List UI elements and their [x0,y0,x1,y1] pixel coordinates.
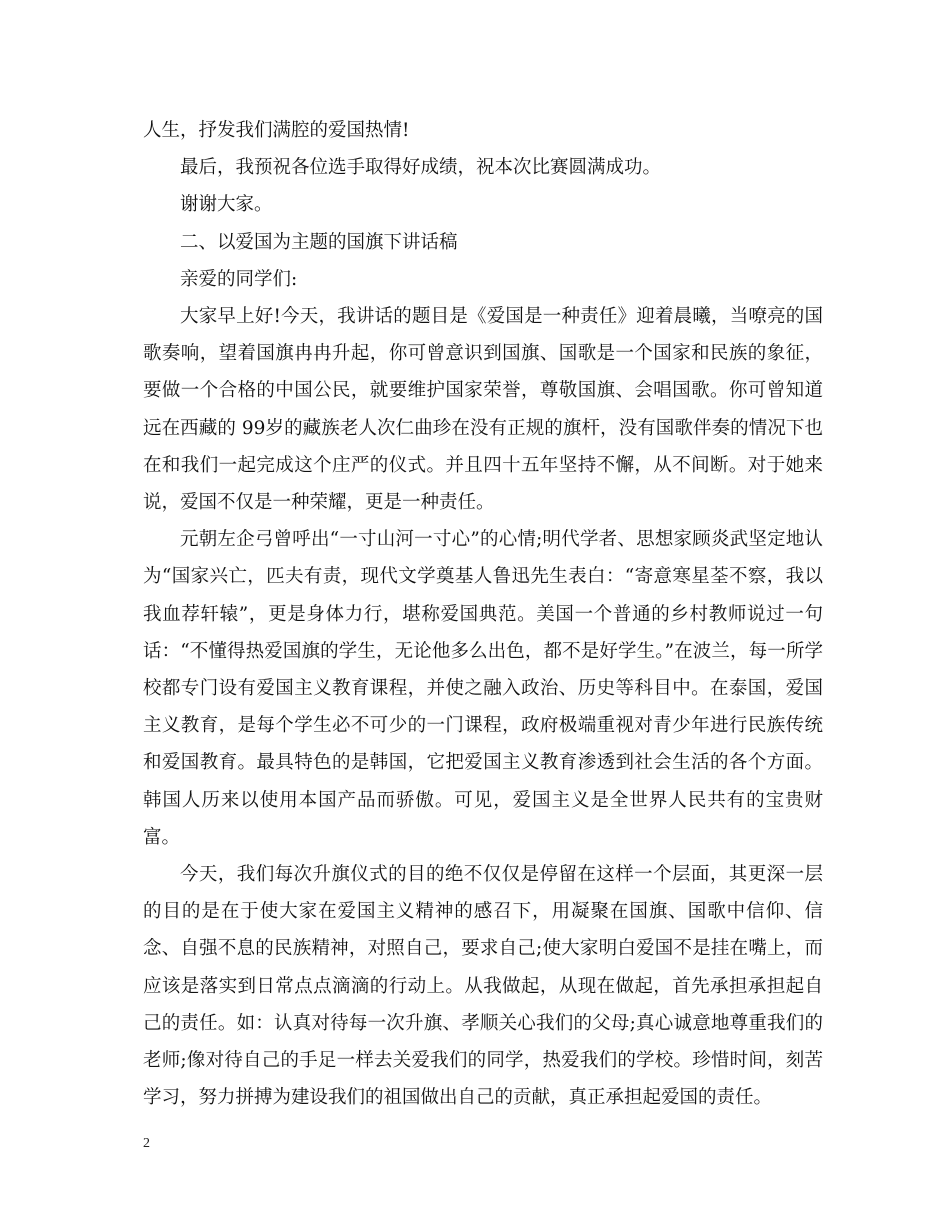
paragraph-6: 大家早上好!今天，我讲话的题目是《爱国是一种责任》迎着晨曦，当嘹亮的国歌奏响，望着国旗冉冉升起，你可曾意识到国旗、国歌是一个国家和民族的象征，要做一个合格的中国公民，就要维护国家荣誉，尊敬国旗、会唱国歌。你可曾知道远在西藏的 99岁的藏族老人次仁曲珍在没有正规的旗杆，没有国歌伴奏的情况下也在和我们一起完成这个庄严的仪式。并且四十五年坚持不懈，从不间断。对于她来说，爱国不仅是一种荣耀，更是一种责任。 [143,306,823,514]
paragraph-8: 今天，我们每次升旗仪式的目的绝不仅仅是停留在这样一个层面，其更深一层的目的是在于使大家在爱国主义精神的感召下，用凝聚在国旗、国歌中信仰、信念、自强不息的民族精神，对照自己，要求自己;使大家明白爱国不是挂在嘴上，而应该是落实到日常点点滴滴的行动上。从我做起，从现在做起，首先承担承担起自己的责任。如：认真对待每一次升旗、孝顺关心我们的父母;真心诚意地尊重我们的老师;像对待自己的手足一样去关爱我们的同学，热爱我们的学校。珍惜时间，刻苦学习，努力拼搏为建设我们的祖国做出自己的贡献，真正承担起爱国的责任。 [143,864,823,1109]
document-body [143,112,823,1116]
salutation: 亲爱的同学们: [180,268,298,290]
paragraph-3: 谢谢大家。 [180,194,273,216]
paragraph-1: 人生，抒发我们满腔的爱国热情! [143,120,410,141]
paragraph-2: 最后，我预祝各位选手取得好成绩，祝本次比赛圆满成功。 [180,157,662,179]
paragraph-7: 元朝左企弓曾呼出“一寸山河一寸心”的心情;明代学者、思想家顾炎武坚定地认为“国家兴亡，匹夫有责，现代文学奠基人鲁迅先生表白：“寄意寒星荃不察，我以我血荐轩辕”，更是身体力行，堪称爱国典范。美国一个普通的乡村教师说过一句话：“不懂得热爱国旗的学生，无论他多么出色，都不是好学生。”在波兰，每一所学校都专门设有爱国主义教育课程，并使之融入政治、历史等科目中。在泰国，爱国主义教育，是每个学生必不可少的一门课程，政府极端重视对青少年进行民族传统和爱国教育。最具特色的是韩国，它把爱国主义教育渗透到社会生活的各个方面。韩国人历来以使用本国产品而骄傲。可见，爱国主义是全世界人民共有的宝贵财富。 [143,529,823,848]
page-number: 2 [143,1136,150,1151]
section-heading: 二、以爱国为主题的国旗下讲话稿 [180,231,458,253]
